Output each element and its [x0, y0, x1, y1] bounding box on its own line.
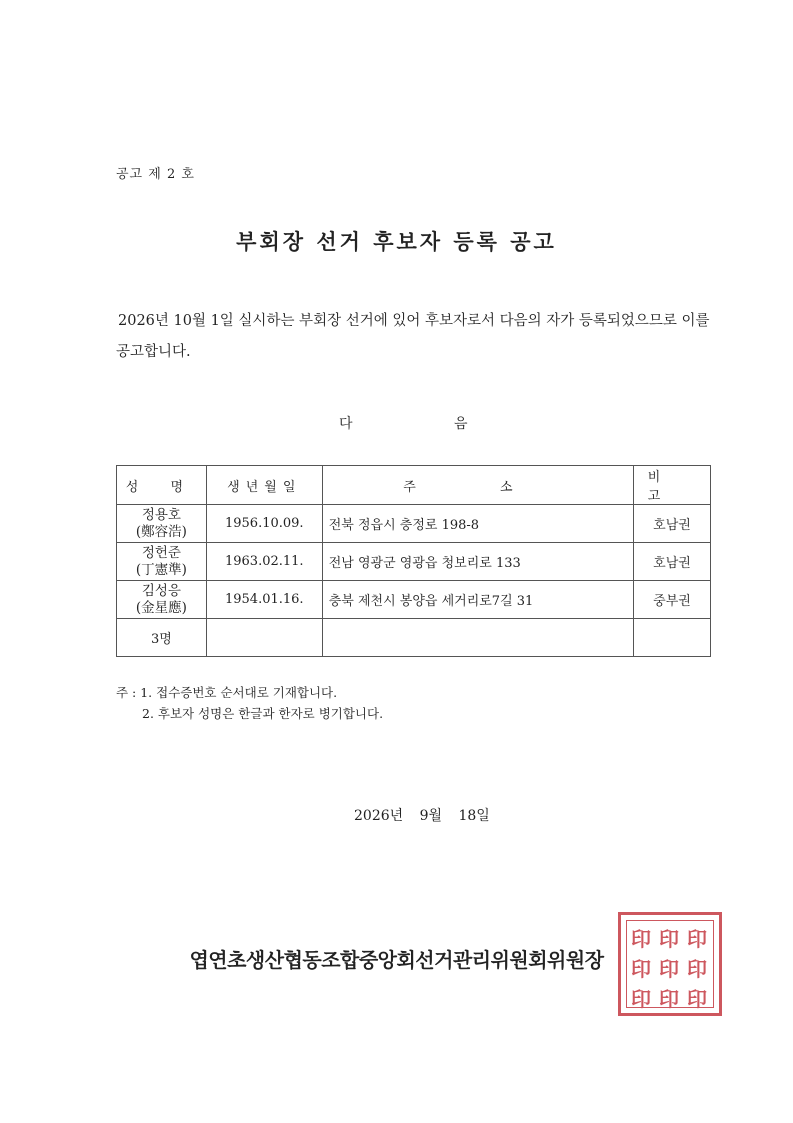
- footnote-1: 주 : 1. 접수증번호 순서대로 기재합니다.: [116, 685, 338, 700]
- candidate-hanja: (丁憲準): [135, 561, 187, 578]
- footnotes: [116, 682, 383, 724]
- table-total-row: [117, 619, 711, 657]
- notice-number: 공고 제 2 호: [116, 167, 195, 182]
- header-address: 주 소: [322, 466, 633, 505]
- candidate-name-cell: [117, 581, 207, 619]
- empty-cell: [322, 619, 633, 657]
- candidate-name: 정용호: [141, 506, 181, 523]
- empty-cell: [634, 619, 711, 657]
- document-title: 부회장 선거 후보자 등록 공고: [236, 230, 557, 254]
- header-birth: 생년월일: [206, 466, 322, 505]
- table-row: [117, 505, 711, 543]
- candidate-name: 김성응: [141, 582, 181, 599]
- total-count: 3명: [117, 619, 207, 657]
- header-note: 비 고: [634, 466, 711, 505]
- candidate-note: 호남권: [634, 543, 711, 581]
- notice-date: 2026년 9월 18일: [354, 808, 490, 824]
- candidate-address: 전북 정읍시 충정로 198-8: [322, 505, 633, 543]
- candidate-birth: 1954.01.16.: [206, 581, 322, 619]
- organization-signature: 엽연초생산협동조합중앙회선거관리위원회위원장: [189, 948, 604, 972]
- header-name: 성 명: [117, 466, 207, 505]
- candidate-name-cell: [117, 543, 207, 581]
- candidate-hanja: (金星應): [135, 599, 187, 616]
- heading-eum: 음: [454, 416, 468, 432]
- candidate-note: 호남권: [634, 505, 711, 543]
- candidate-name-cell: [117, 505, 207, 543]
- heading-da: 다: [339, 416, 353, 432]
- footnote-2: 2. 후보자 성명은 한글과 한자로 병기합니다.: [142, 706, 384, 721]
- table-row: [117, 543, 711, 581]
- candidate-table: [116, 465, 711, 657]
- candidate-name: 정헌준: [141, 544, 181, 561]
- empty-cell: [206, 619, 322, 657]
- body-text: 2026년 10월 1일 실시하는 부회장 선거에 있어 후보자로서 다음의 자가 등록되었으므로 이를 공고합니다.: [116, 313, 710, 360]
- candidate-hanja: (鄭容浩): [135, 523, 187, 540]
- candidate-address: 충북 제천시 봉양읍 세거리로7길 31: [322, 581, 633, 619]
- official-seal: 印 印 印 印 印 印 印 印 印: [618, 912, 722, 1016]
- candidate-birth: 1963.02.11.: [206, 543, 322, 581]
- candidate-address: 전남 영광군 영광읍 청보리로 133: [322, 543, 633, 581]
- candidate-birth: 1956.10.09.: [206, 505, 322, 543]
- candidate-note: 중부권: [634, 581, 711, 619]
- table-row: [117, 581, 711, 619]
- table-header-row: [117, 466, 711, 505]
